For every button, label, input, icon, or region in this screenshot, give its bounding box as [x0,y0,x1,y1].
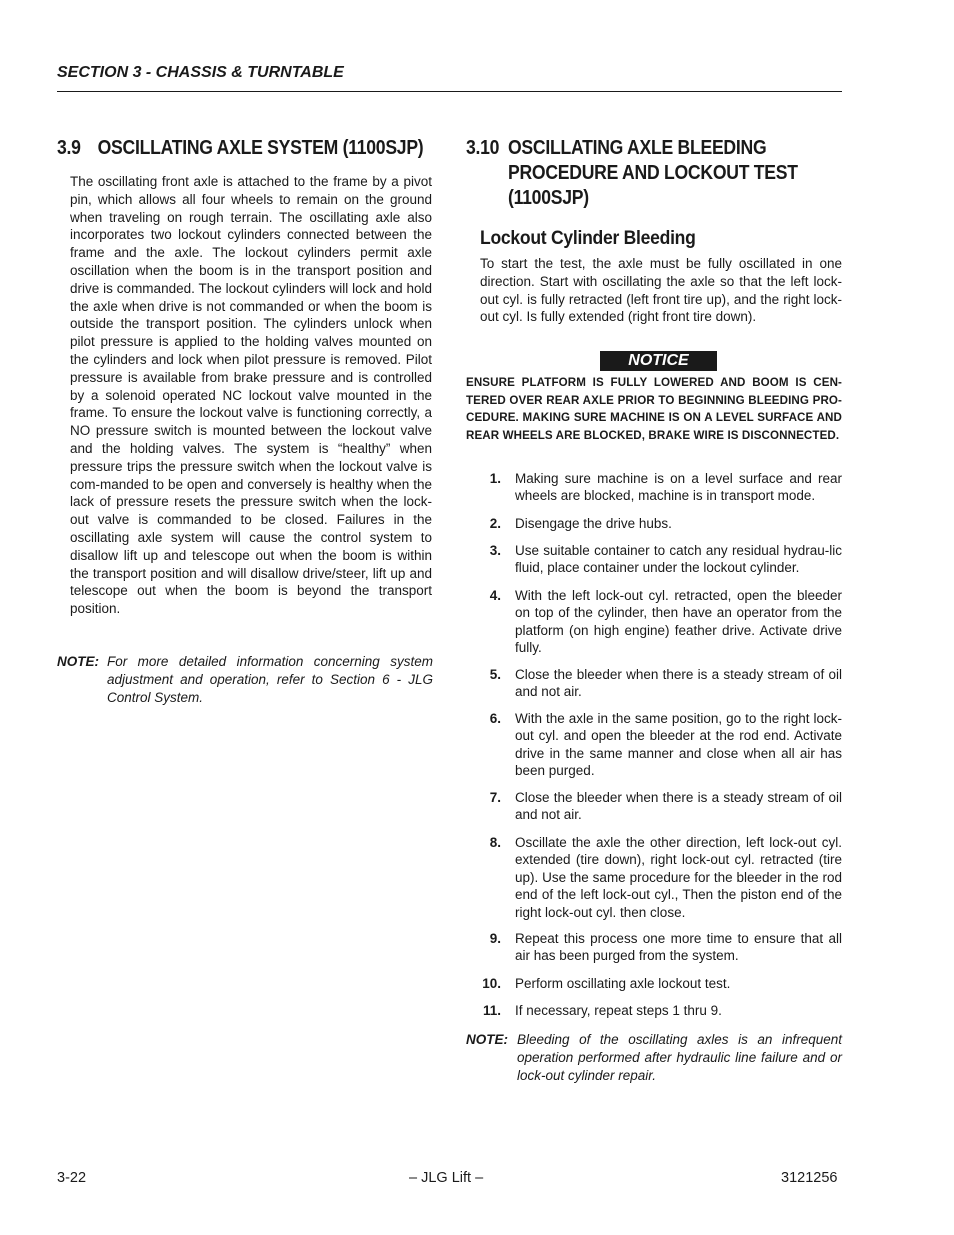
step-text: With the left lock-out cyl. retracted, open the bleeder on top of the cylinder, then have an operator from the platform (on high engine) feather drive. Activate drive fully. [515,588,842,656]
step-text: Close the bleeder when there is a steady stream of oil and not air. [515,790,842,823]
intro-paragraph: To start the test, the axle must be fully oscillated in one direction. Start with oscillating the axle so that the left lock-out cyl. is fully retracted (left front tire up), and the right lock-out cyl. Is fully extended (right front tire down). [480,256,842,325]
document-number: 3121256 [781,1170,838,1186]
notice-text: ENSURE PLATFORM IS FULLY LOWERED AND BOOM IS CEN-TERED OVER REAR AXLE PRIOR TO BEGINNING BLEEDING PRO-CEDURE. MAKING SURE MACHINE IS ON A LEVEL SURFACE AND REAR WHEELS ARE BLOCKED, BRAKE WIRE IS DISCONNECTED. [466,376,842,442]
heading-line-3: (1100SJP) [508,187,589,209]
heading-number: 3.9 [57,137,81,159]
step-number: 5. [489,667,501,682]
step-number: 4. [489,588,501,603]
lockout-cylinder-bleeding-subheading: Lockout Cylinder Bleeding [480,227,696,249]
header-rule [57,91,842,92]
step-number: 8. [489,835,501,850]
step-text: Making sure machine is on a level surface and rear wheels are blocked, machine is in transport mode. [515,471,842,504]
heading-line-1: OSCILLATING AXLE BLEEDING [508,137,767,159]
oscillating-axle-paragraph: The oscillating front axle is attached to the frame by a pivot pin, which allows all four wheels to remain on the ground when traveling on rough terrain. The oscillating axle also incorporates two lockout cylinders connected between the frame and the axle. The lockout cylinders permit axle oscillation when the boom is in the transport position and drive is commanded. The lockout cylinders will lock and hold the axle when drive is not commanded or when the boom is outside the transport position. The cylinders unlock when pilot pressure is applied to the holding valves mounted on the cylinders and lock when pilot pressure is removed. Pilot pressure is available from brake pressure and is controlled by a solenoid operated NC lockout valve mounted in the frame. To ensure the lockout valve is functioning correctly, a NO pressure switch is mounted between the lockout valve and the holding valves. The system is “healthy” when pressure trips the pressure switch when the lockout valve is com-manded to be open and conversely is healthy when the lack of pressure resets the pressure switch when the lock-out valve is commanded to be closed. Failures in the oscillating axle system will cause the control system to disallow lift up and telescope out when the boom is within the transport position and will disallow drive/steer, lift up and telescope out when the boom is beyond the transport position. [70,174,432,617]
step-text: Disengage the drive hubs. [515,516,672,531]
heading-number: 3.10 [466,137,500,159]
note-label: NOTE: [57,654,99,669]
step-text: Use suitable container to catch any residual hydrau-lic fluid, place container under the lockout cylinder. [515,543,842,576]
note-text: For more detailed information concerning system adjustment and operation, refer to Section 6 - JLG Control System. [107,654,433,705]
note-text: Bleeding of the oscillating axles is an infrequent operation performed after hydraulic line failure and or lock-out cylinder repair. [517,1032,842,1083]
section-3-9-heading [57,136,423,161]
right-note [466,1031,842,1091]
heading-line-2: PROCEDURE AND LOCKOUT TEST [508,162,798,184]
step-number: 11. [482,1003,501,1018]
step-number: 9. [489,931,501,946]
footer-brand: – JLG Lift – [409,1170,484,1186]
step-text: Close the bleeder when there is a steady stream of oil and not air. [515,667,842,700]
step-number: 7. [489,790,501,805]
step-number: 2. [489,516,501,531]
step-text: Repeat this process one more time to ensure that all air has been purged from the system. [515,931,842,964]
step-number: 10. [482,976,501,991]
left-note [57,653,433,713]
step-text: Oscillate the axle the other direction, left lock-out cyl. extended (tire down), right lock-out cyl. retracted (tire up). Use the same procedure for the bleeder in the rod end of the left lock-out cyl., Then the piston end of the right lock-out cyl. then close. [515,835,842,920]
step-number: 1. [489,471,501,486]
section-header: SECTION 3 - CHASSIS & TURNTABLE [57,64,344,81]
page-number: 3-22 [57,1170,87,1186]
step-text: With the axle in the same position, go to the right lock-out cyl. and open the bleeder at the rod end. Activate drive in the same manner and close when all air has been purged. [515,711,842,779]
note-label: NOTE: [466,1032,508,1047]
step-text: If necessary, repeat steps 1 thru 9. [515,1003,722,1018]
step-number: 6. [489,711,501,726]
step-number: 3. [489,543,501,558]
notice-badge: NOTICE [600,351,717,371]
heading-title: OSCILLATING AXLE SYSTEM (1100SJP) [97,137,424,159]
step-text: Perform oscillating axle lockout test. [515,976,731,991]
